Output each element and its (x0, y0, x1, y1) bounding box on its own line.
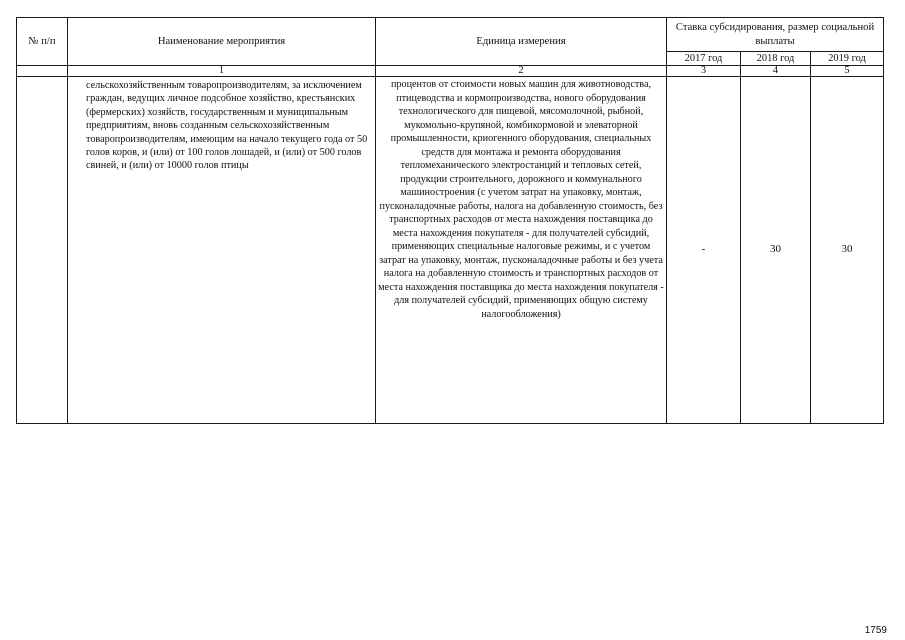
column-number-1: 1 (68, 66, 376, 77)
table-row (17, 77, 884, 424)
row-value-2019: 30 (811, 77, 884, 424)
header-year-2017: 2017 год (667, 52, 741, 66)
row-value-2017: - (667, 77, 741, 424)
page-number: 1759 (864, 625, 887, 636)
header-unit: Единица измерения (376, 18, 667, 66)
subsidy-rates-table (16, 17, 884, 424)
column-number-row (17, 66, 884, 77)
column-number-3: 3 (667, 66, 741, 77)
header-number: № п/п (17, 18, 68, 66)
column-number-2: 2 (376, 66, 667, 77)
row-unit: процентов от стоимости новых машин для животноводства, птицеводства и кормопроизводства, нового оборудования технологического для пищевой, мясомолочной, рыбной, мукомольно-крупяной, комбикормовой и элеваторной промышленности, криогенного оборудования, специальных средств для монтажа и ремонта оборудования тепломеханического электростанций и тепловых сетей, продукции строительного, дорожного и коммунального машиностроения (с учетом затрат на упаковку, монтаж, пусконаладочные работы, налога на добавленную стоимость, без транспортных расходов от места нахождения поставщика до места нахождения покупателя - для получателей субсидий, применяющих специальные налоговые режимы, и с учетом затрат на упаковку, монтаж, пусконаладочные работы и без учета налога на добавленную стоимость и транспортных расходов от места нахождения поставщика до места нахождения покупателя - для получателей субсидий, применяющих общую систему налогообложения) (376, 77, 667, 424)
table-header-row (17, 18, 884, 52)
row-number-cell (17, 77, 68, 424)
header-year-2019: 2019 год (811, 52, 884, 66)
row-value-2018: 30 (741, 77, 811, 424)
header-event-name: Наименование мероприятия (68, 18, 376, 66)
header-subsidy-rate: Ставка субсидирования, размер социальной выплаты (667, 18, 884, 52)
row-event-name: сельскохозяйственным товаропроизводителям, за исключением граждан, ведущих личное подсобное хозяйство, крестьянских (фермерских) хозяйств, государственным и муниципальным предприятиям, вновь созданным сельскохозяйственным товаропроизводителям, имеющим на начало текущего года от 50 голов коров, и (или) от 100 голов лошадей, и (или) от 500 голов свиней, и (или) от 10000 голов птицы (68, 77, 376, 424)
column-number-5: 5 (811, 66, 884, 77)
header-year-2018: 2018 год (741, 52, 811, 66)
column-number-blank (17, 66, 68, 77)
column-number-4: 4 (741, 66, 811, 77)
